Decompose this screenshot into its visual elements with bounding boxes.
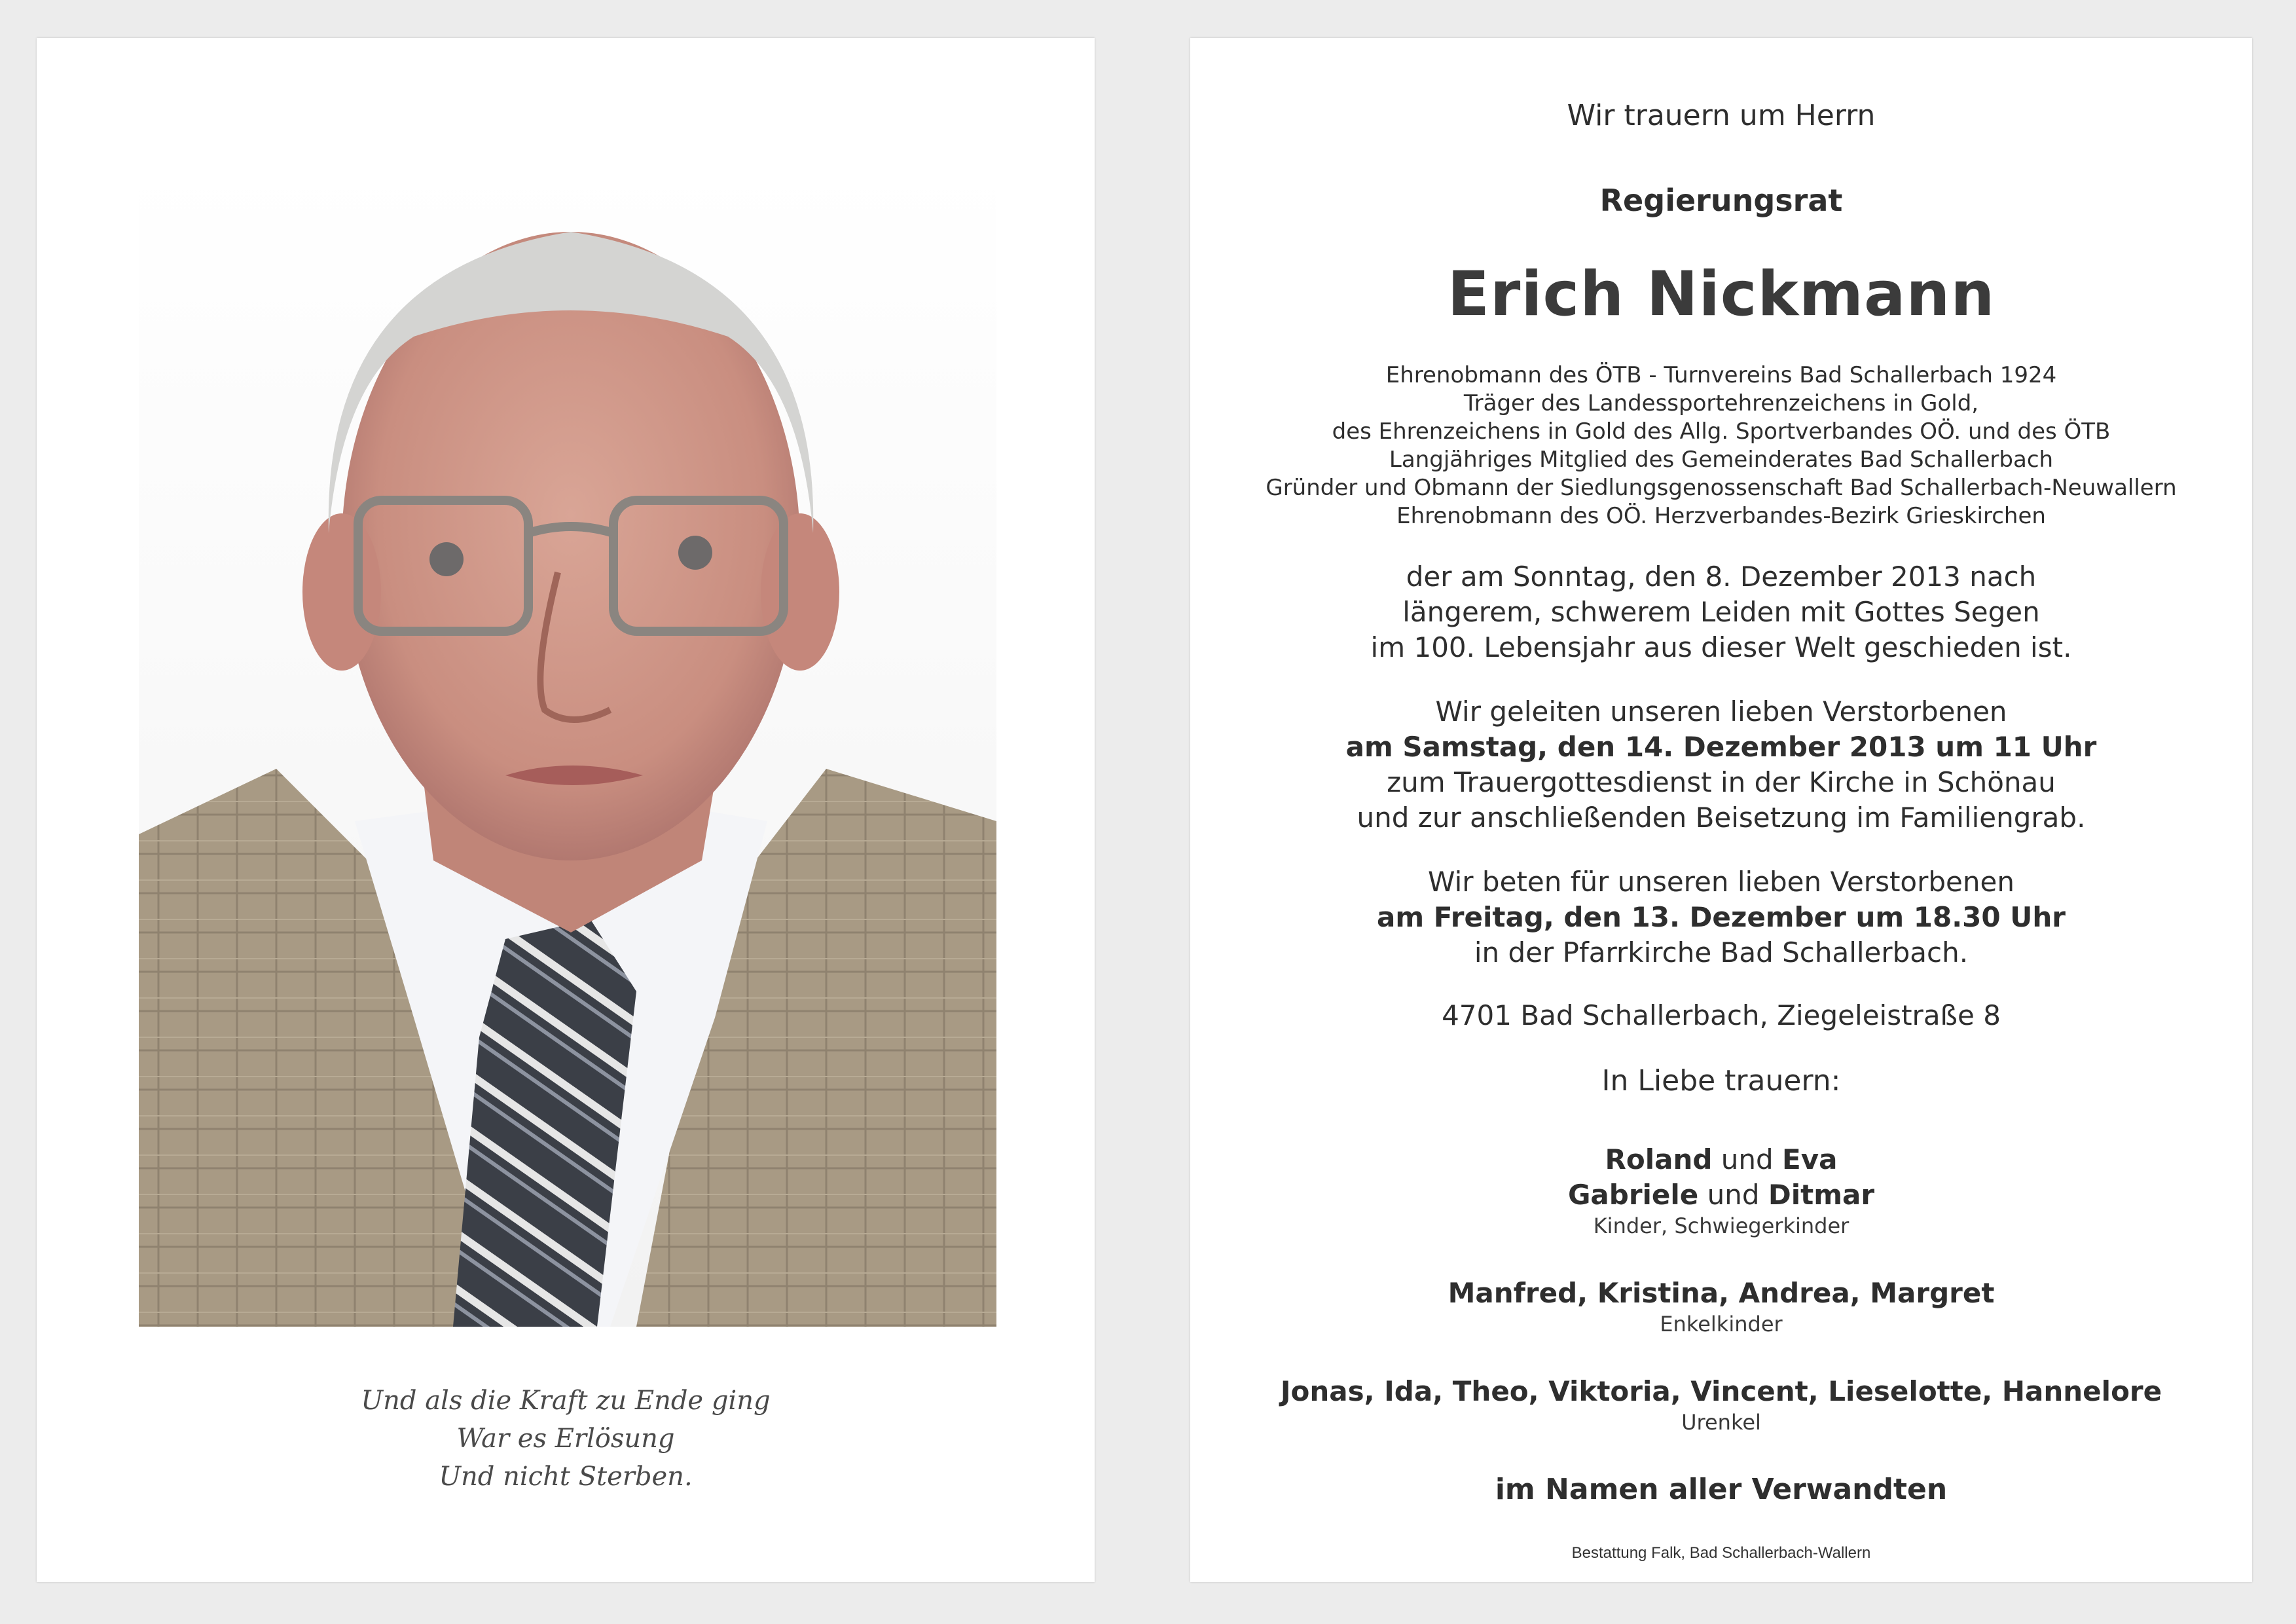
- honor-line: Ehrenobmann des ÖTB - Turnvereins Bad Schallerbach 1924: [1385, 362, 2057, 388]
- death-notice: [1190, 38, 2252, 1507]
- left-page: [37, 38, 1095, 1582]
- honor-line: Träger des Landessportehrenzeichens in Gold,: [1463, 390, 1979, 416]
- paragraph-line: zum Trauergottesdienst in der Kirche in Schönau: [1387, 766, 2056, 798]
- honor-line: Langjähriges Mitglied des Gemeinderates Bad Schallerbach: [1389, 447, 2054, 473]
- couple-line: [1190, 1142, 2252, 1177]
- grandchildren-group: [1190, 1276, 2252, 1337]
- grandchildren-names: [1190, 1276, 2252, 1311]
- couple-line: [1190, 1177, 2252, 1213]
- family-name: Roland: [1605, 1143, 1713, 1175]
- paragraph-line: im 100. Lebensjahr aus dieser Welt geschieden ist.: [1370, 631, 2072, 663]
- honor-line: Ehrenobmann des OÖ. Herzverbandes-Bezirk Grieskirchen: [1396, 503, 2046, 529]
- family-list: [1190, 1142, 2252, 1435]
- paragraph-line: längerem, schwerem Leiden mit Gottes Segen: [1402, 596, 2040, 628]
- paragraph-line: Wir beten für unseren lieben Verstorbenen: [1428, 866, 2014, 898]
- honor-line: des Ehrenzeichens in Gold des Allg. Sportverbandes OÖ. und des ÖTB: [1332, 418, 2111, 445]
- portrait-illustration: [139, 166, 996, 1327]
- relation-label: Urenkel: [1681, 1410, 1761, 1435]
- paragraph-line: der am Sonntag, den 8. Dezember 2013 nach: [1406, 561, 2037, 593]
- relation-label: Enkelkinder: [1660, 1312, 1783, 1337]
- undertaker-credit: Bestattung Falk, Bad Schallerbach-Wallern: [1571, 1544, 1871, 1562]
- funeral-date: am Samstag, den 14. Dezember 2013 um 11 Uhr: [1345, 731, 2097, 763]
- family-name: Eva: [1782, 1143, 1838, 1175]
- relation-label: Kinder, Schwiegerkinder: [1593, 1213, 1850, 1238]
- family-name: Gabriele: [1567, 1179, 1699, 1211]
- conjunction: und: [1712, 1143, 1783, 1175]
- address: 4701 Bad Schallerbach, Ziegeleistraße 8: [1442, 999, 2001, 1031]
- names-text: Manfred, Kristina, Andrea, Margret: [1448, 1277, 1995, 1309]
- names-text: Jonas, Ida, Theo, Viktoria, Vincent, Lieselotte, Hannelore: [1280, 1375, 2162, 1407]
- right-page: [1190, 38, 2252, 1582]
- paragraph-line: und zur anschließenden Beisetzung im Familiengrab.: [1357, 802, 2086, 834]
- motto-line: War es Erlösung: [456, 1424, 675, 1454]
- prayer-paragraph: [1190, 864, 2252, 970]
- paragraph-line: in der Pfarrkirche Bad Schallerbach.: [1474, 936, 1969, 969]
- funeral-paragraph: [1190, 694, 2252, 836]
- honorific-title: Regierungsrat: [1599, 183, 1843, 218]
- prayer-date: am Freitag, den 13. Dezember um 18.30 Uhr: [1377, 901, 2066, 933]
- honor-line: Gründer und Obmann der Siedlungsgenossenschaft Bad Schallerbach-Neuwallern: [1266, 475, 2177, 501]
- great-grandchildren-names: [1190, 1374, 2252, 1409]
- death-paragraph: [1190, 559, 2252, 665]
- great-grandchildren-group: [1190, 1374, 2252, 1435]
- intro-text: Wir trauern um Herrn: [1567, 99, 1876, 132]
- portrait-photo: [139, 166, 996, 1327]
- children-group: [1190, 1142, 2252, 1239]
- honors-list: [1190, 361, 2252, 530]
- deceased-name: Erich Nickmann: [1447, 259, 1995, 330]
- mourners-heading: In Liebe trauern:: [1601, 1064, 1841, 1098]
- family-name: Ditmar: [1768, 1179, 1875, 1211]
- motto-verse: [37, 1382, 1095, 1496]
- conjunction: und: [1698, 1179, 1768, 1211]
- closing-line: im Namen aller Verwandten: [1495, 1473, 1948, 1506]
- paragraph-line: Wir geleiten unseren lieben Verstorbenen: [1435, 695, 2007, 728]
- motto-line: Und nicht Sterben.: [439, 1462, 693, 1492]
- motto-line: Und als die Kraft zu Ende ging: [361, 1386, 771, 1416]
